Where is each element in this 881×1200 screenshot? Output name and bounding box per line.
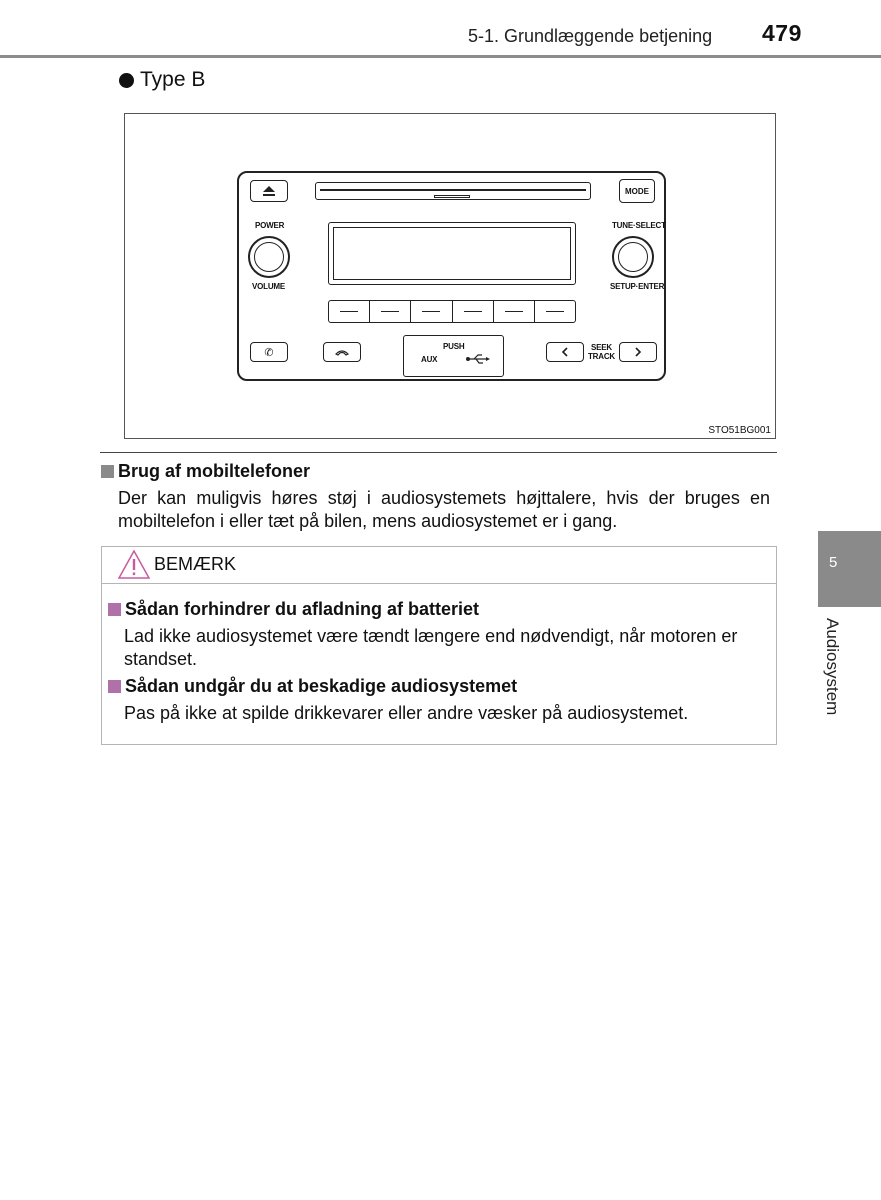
figure-box <box>124 113 776 439</box>
notice-title: BEMÆRK <box>154 554 237 574</box>
section-square-icon <box>101 465 114 478</box>
notice-item-heading <box>108 676 517 697</box>
preset-button[interactable] <box>494 301 535 322</box>
preset-button[interactable] <box>535 301 575 322</box>
phone-icon: ✆ <box>264 346 274 359</box>
preset-button[interactable] <box>453 301 494 322</box>
push-label: PUSH <box>443 342 465 351</box>
type-label-row <box>119 68 205 92</box>
cd-slot <box>315 182 591 200</box>
seek-label: SEEK <box>591 343 612 352</box>
notice-item-heading-text: Sådan undgår du at beskadige audiosystemet <box>125 676 518 696</box>
preset-buttons <box>328 300 576 323</box>
notice-item-heading <box>108 599 479 620</box>
header-rule <box>0 55 881 58</box>
hang-up-icon <box>335 349 349 356</box>
eject-button[interactable] <box>250 180 288 202</box>
notice-square-icon <box>108 680 121 693</box>
figure-code: STO51BG001 <box>708 425 771 436</box>
usb-icon <box>466 353 490 365</box>
preset-button[interactable] <box>411 301 452 322</box>
page-number: 479 <box>762 20 802 46</box>
volume-label: VOLUME <box>252 282 286 291</box>
section-heading <box>101 461 310 482</box>
hang-up-button[interactable] <box>323 342 361 362</box>
aux-label: AUX <box>421 355 438 364</box>
power-label: POWER <box>255 221 285 230</box>
notice-square-icon <box>108 603 121 616</box>
eject-icon <box>263 186 275 196</box>
call-button[interactable] <box>250 342 288 362</box>
tune-select-label: TUNE·SELECT <box>612 221 666 230</box>
setup-enter-label: SETUP·ENTER <box>610 282 665 291</box>
notice-item-heading-text: Sådan forhindrer du afladning af batteriet <box>125 599 480 619</box>
radio-unit <box>237 171 666 381</box>
preset-button[interactable] <box>329 301 370 322</box>
tune-select-knob[interactable] <box>612 236 654 278</box>
power-volume-knob[interactable] <box>248 236 290 278</box>
running-header-title: 5-1. Grundlæggende betjening <box>468 26 713 46</box>
notice-title-row <box>118 550 236 579</box>
section-heading-text: Brug af mobiltelefoner <box>118 461 311 481</box>
chapter-name: Audiosystem <box>823 618 842 716</box>
chevron-right-icon <box>634 347 642 357</box>
figure-underline <box>100 452 777 453</box>
seek-forward-button[interactable] <box>619 342 657 362</box>
notice-item-body: Lad ikke audiosystemet være tændt længere end nødvendigt, når motoren er standset. <box>124 626 738 669</box>
bullet-icon <box>119 73 134 88</box>
chevron-left-icon <box>561 347 569 357</box>
notice-separator <box>101 583 777 584</box>
chapter-tab <box>818 531 881 607</box>
aux-usb-port-cover[interactable] <box>403 335 504 377</box>
track-label: TRACK <box>588 352 615 361</box>
notice-item-body: Pas på ikke at spilde drikkevarer eller andre væsker på audiosystemet. <box>124 703 689 723</box>
preset-button[interactable] <box>370 301 411 322</box>
display-screen <box>328 222 576 285</box>
warning-icon <box>118 550 150 579</box>
mode-label: MODE <box>625 186 649 196</box>
mode-button[interactable] <box>619 179 655 203</box>
seek-back-button[interactable] <box>546 342 584 362</box>
chapter-number: 5 <box>829 554 838 571</box>
type-label: Type B <box>140 68 206 91</box>
section-body: Der kan muligvis høres støj i audiosystemets højttalere, hvis der bruges en mobiltelefon i eller tæt på bilen, mens audiosystemet er i gang. <box>118 488 770 531</box>
